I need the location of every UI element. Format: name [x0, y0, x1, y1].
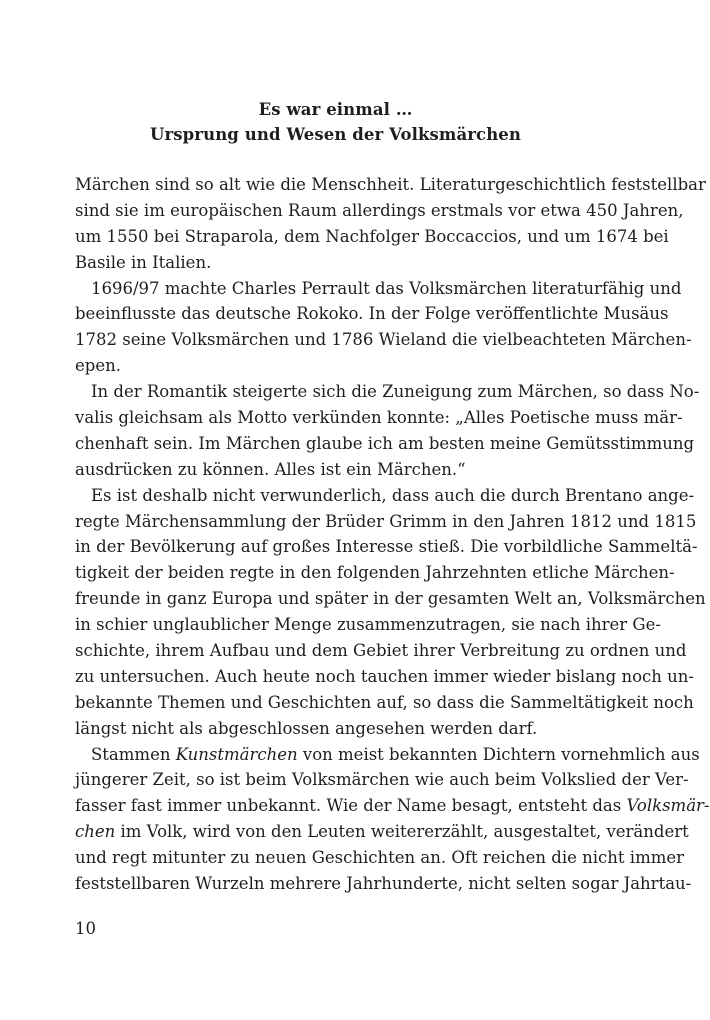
- chapter-title-line-2: Ursprung und Wesen der Volksmärchen: [150, 125, 521, 144]
- text-line: chen im Volk, wird von den Leuten weitererzählt, ausgestaltet, verändert: [75, 822, 689, 842]
- text-line: Es ist deshalb nicht verwunderlich, dass auch die durch Brentano ange-: [91, 485, 695, 505]
- text-line: regte Märchensammlung der Brüder Grimm in den Jahren 1812 und 1815: [75, 511, 697, 531]
- text-line: ausdrücken zu können. Alles ist ein Märchen.“: [75, 459, 466, 479]
- text-line: feststellbaren Wurzeln mehrere Jahrhunderte, nicht selten sogar Jahrtau-: [75, 874, 692, 894]
- text-line: freunde in ganz Europa und später in der gesamten Welt an, Volksmärchen: [75, 589, 706, 609]
- emphasis: Kunstmärchen: [175, 744, 298, 764]
- text-line: 1696/97 machte Charles Perrault das Volksmärchen literaturfähig und: [91, 278, 682, 298]
- text-line: zu untersuchen. Auch heute noch tauchen immer wieder bislang noch un-: [75, 666, 694, 686]
- page-number: 10: [75, 919, 96, 938]
- text-line: valis gleichsam als Motto verkünden konnte: „Alles Poetische muss mär-: [75, 408, 683, 428]
- emphasis: Volksmär-: [626, 796, 710, 816]
- text-line: um 1550 bei Straparola, dem Nachfolger Boccaccios, und um 1674 bei: [75, 226, 669, 246]
- text-line: Märchen sind so alt wie die Menschheit. Literaturgeschichtlich feststellbar: [75, 175, 706, 194]
- text-line: 1782 seine Volksmärchen und 1786 Wieland die vielbeachteten Märchen-: [75, 330, 692, 350]
- text-line: Basile in Italien.: [75, 252, 212, 272]
- text-line: In der Romantik steigerte sich die Zuneigung zum Märchen, so dass No-: [91, 382, 700, 402]
- body-text: [75, 172, 710, 897]
- text-line: fasser fast immer unbekannt. Wie der Name besagt, entsteht das Volksmär-: [75, 796, 710, 816]
- emphasis: chen: [75, 822, 116, 842]
- text-line: bekannte Themen und Geschichten auf, so dass die Sammeltätigkeit noch: [75, 692, 694, 712]
- text-line: Stammen Kunstmärchen von meist bekannten Dichtern vornehmlich aus: [91, 744, 700, 764]
- chapter-title-line-1: Es war einmal …: [258, 100, 413, 119]
- text-line: längst nicht als abgeschlossen angesehen werden darf.: [75, 718, 538, 738]
- text-line: tigkeit der beiden regte in den folgenden Jahrzehnten etliche Märchen-: [75, 563, 675, 583]
- text-line: epen.: [75, 356, 121, 376]
- text-line: in schier unglaublicher Menge zusammenzutragen, sie nach ihrer Ge-: [75, 615, 661, 635]
- text-line: sind sie im europäischen Raum allerdings erstmals vor etwa 450 Jahren,: [75, 200, 684, 220]
- text-line: jüngerer Zeit, so ist beim Volksmärchen wie auch beim Volkslied der Ver-: [75, 770, 689, 790]
- text-line: beeinflusste das deutsche Rokoko. In der Folge veröffentlichte Musäus: [75, 304, 669, 324]
- text-line: in der Bevölkerung auf großes Interesse stieß. Die vorbildliche Sammeltä-: [75, 537, 698, 557]
- text-line: schichte, ihrem Aufbau und dem Gebiet ihrer Verbreitung zu ordnen und: [75, 641, 687, 661]
- text-line: chenhaft sein. Im Märchen glaube ich am besten meine Gemütsstimmung: [75, 433, 695, 453]
- text-line: und regt mitunter zu neuen Geschichten an. Oft reichen die nicht immer: [75, 848, 685, 868]
